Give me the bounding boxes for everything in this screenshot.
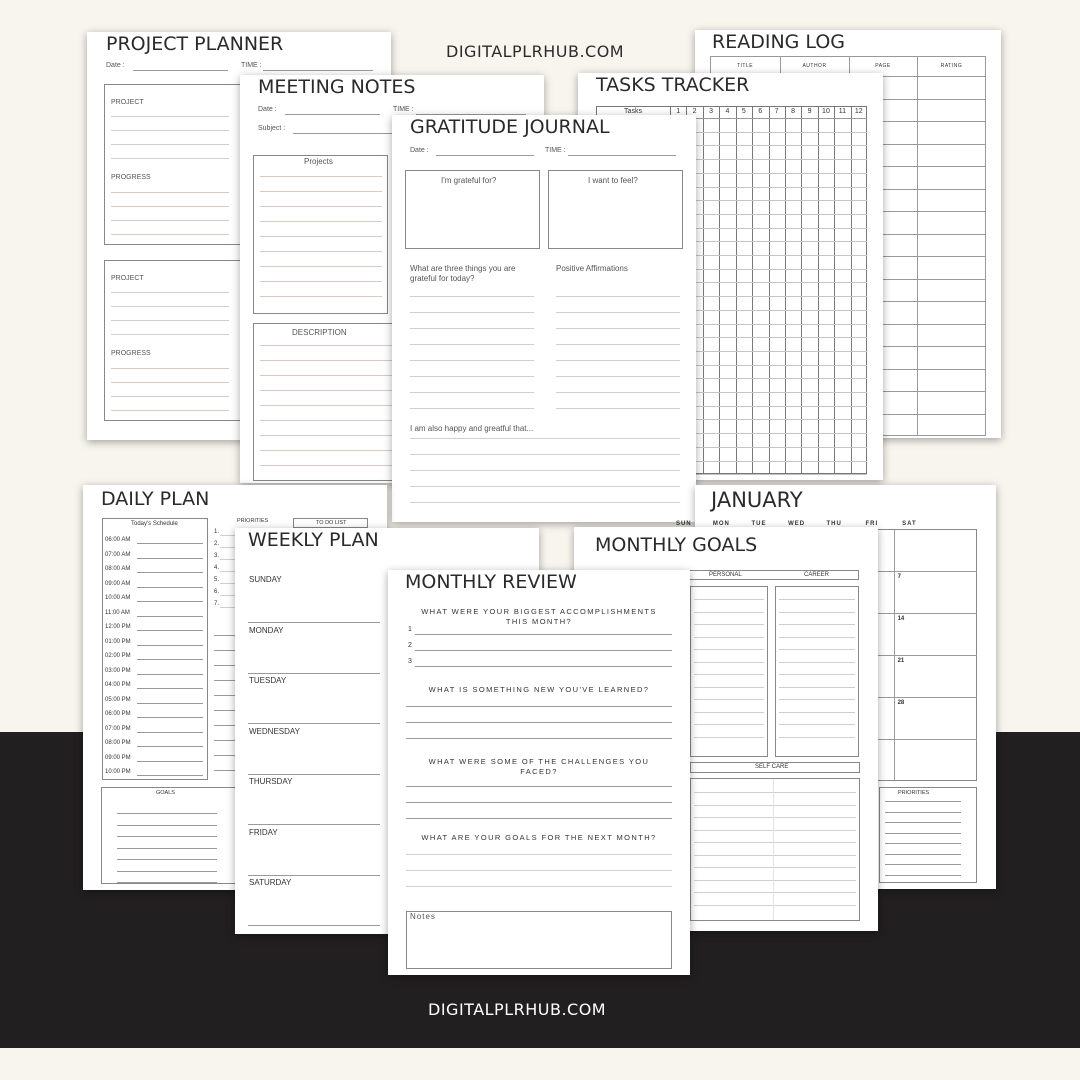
- ruled-line: [406, 818, 672, 819]
- schedule-time: 02:00 PM: [105, 653, 131, 659]
- ruled-line: [117, 848, 217, 849]
- ruled-line: [885, 843, 961, 844]
- day-column-header: 4: [725, 108, 730, 115]
- page-title: JANUARY: [711, 488, 803, 512]
- ruled-line: [111, 206, 229, 207]
- ruled-line: [779, 612, 855, 613]
- ruled-line: [779, 637, 855, 638]
- day-column-header: 12: [854, 108, 863, 115]
- projects-box: [253, 155, 388, 314]
- ruled-line: [556, 360, 680, 361]
- self-care-label: SELF CARE: [755, 764, 789, 770]
- ruled-line: [117, 871, 217, 872]
- ruled-line: [885, 875, 961, 876]
- weekday-label: FRIDAY: [249, 827, 278, 837]
- ruled-line: [410, 470, 680, 471]
- column-header: RATING: [940, 63, 963, 69]
- column-header: AUTHOR: [802, 63, 827, 69]
- time-line: [263, 70, 373, 71]
- schedule-time: 01:00 PM: [105, 638, 131, 645]
- page-title: READING LOG: [712, 31, 845, 53]
- ruled-line: [111, 130, 229, 131]
- ruled-line: [410, 296, 534, 297]
- ruled-line: [111, 292, 229, 293]
- weekday-header: TUE: [751, 521, 767, 527]
- ruled-line: [260, 251, 382, 252]
- schedule-line: [137, 543, 203, 544]
- ruled-line: [260, 345, 392, 346]
- ruled-line: [406, 802, 672, 803]
- ruled-line: [694, 612, 764, 613]
- priority-number: 3.: [214, 553, 220, 559]
- ruled-line: [406, 886, 672, 887]
- weekday-header: THU: [826, 521, 842, 527]
- schedule-time: 12:00 PM: [105, 624, 131, 630]
- ruled-line: [885, 822, 961, 823]
- schedule-line: [137, 732, 203, 733]
- calendar-date: 21: [897, 658, 905, 664]
- weekday-label: TUESDAY: [249, 676, 287, 685]
- date-label: Date :: [258, 106, 277, 113]
- ruled-line: [111, 334, 229, 335]
- ruled-line: [260, 375, 392, 376]
- schedule-line: [137, 601, 203, 602]
- schedule-time: 09:00 PM: [105, 754, 131, 761]
- ruled-line: [260, 405, 392, 406]
- progress-label: PROGRESS: [111, 350, 151, 357]
- answer-line: [415, 634, 672, 635]
- date-label: Date :: [106, 62, 125, 69]
- todo-label: TO DO LIST: [316, 520, 347, 526]
- notes-label: Notes: [410, 912, 436, 921]
- ruled-line: [410, 376, 534, 377]
- ruled-line: [111, 410, 229, 411]
- description-box: [253, 323, 403, 481]
- ruled-line: [117, 882, 217, 883]
- notes-box: [406, 911, 672, 969]
- ruled-line: [111, 306, 229, 307]
- ruled-line: [556, 312, 680, 313]
- ruled-line: [111, 320, 229, 321]
- weekday-label: THURSDAY: [249, 777, 293, 786]
- page-title: PROJECT PLANNER: [106, 33, 284, 55]
- time-line: [568, 155, 676, 156]
- schedule-line: [137, 688, 203, 689]
- schedule-time: 06:00 AM: [105, 537, 131, 543]
- ruled-line: [556, 408, 680, 409]
- list-number: 2: [408, 642, 412, 649]
- ruled-line: [779, 687, 855, 688]
- calendar-date: 28: [897, 700, 905, 706]
- weekday-line: [248, 925, 380, 926]
- ruled-line: [694, 880, 856, 881]
- ruled-line: [694, 817, 856, 818]
- ruled-line: [694, 792, 856, 793]
- ruled-line: [694, 855, 856, 856]
- weekday-header: MON: [712, 521, 730, 527]
- grateful-for-label: I'm grateful for?: [441, 176, 497, 185]
- ruled-line: [694, 649, 764, 650]
- schedule-line: [137, 659, 203, 660]
- day-column-header: 1: [676, 108, 681, 115]
- priority-number: 2.: [214, 541, 220, 547]
- ruled-line: [111, 220, 229, 221]
- ruled-line: [694, 624, 764, 625]
- priority-number: 6.: [214, 589, 220, 595]
- ruled-line: [556, 296, 680, 297]
- schedule-time: 08:00 PM: [105, 740, 131, 746]
- ruled-line: [260, 390, 392, 391]
- ruled-line: [556, 328, 680, 329]
- schedule-time: 10:00 PM: [105, 769, 131, 775]
- schedule-time: 07:00 PM: [105, 725, 131, 732]
- ruled-line: [694, 905, 856, 906]
- monthly-review-page: [388, 570, 690, 975]
- personal-label: PERSONAL: [709, 572, 742, 578]
- schedule-line: [137, 645, 203, 646]
- description-label: DESCRIPTION: [292, 328, 347, 337]
- ruled-line: [410, 360, 534, 361]
- ruled-line: [694, 830, 856, 831]
- ruled-line: [406, 854, 672, 855]
- schedule-line: [137, 616, 203, 617]
- ruled-line: [117, 859, 217, 860]
- question-learned: WHAT IS SOMETHING NEW YOU'VE LEARNED?: [428, 685, 650, 694]
- schedule-line: [137, 558, 203, 559]
- ruled-line: [111, 158, 229, 159]
- ruled-line: [779, 649, 855, 650]
- ruled-line: [694, 805, 856, 806]
- ruled-line: [885, 812, 961, 813]
- table-column-divider: [917, 56, 918, 436]
- schedule-time: 06:00 PM: [105, 711, 131, 717]
- page-title: TASKS TRACKER: [596, 74, 750, 96]
- schedule-line: [137, 630, 203, 631]
- schedule-label: Today's Schedule: [131, 521, 178, 527]
- progress-label: PROGRESS: [111, 174, 151, 181]
- weekday-header: FRI: [865, 521, 879, 527]
- ruled-line: [410, 438, 680, 439]
- ruled-line: [779, 624, 855, 625]
- weekday-label: MONDAY: [249, 625, 284, 635]
- ruled-line: [885, 833, 961, 834]
- ruled-line: [694, 599, 764, 600]
- ruled-line: [406, 870, 672, 871]
- brand-top: DIGITALPLRHUB.COM: [446, 42, 625, 61]
- priority-number: 4.: [214, 565, 220, 571]
- ruled-line: [111, 234, 229, 235]
- ruled-line: [694, 674, 764, 675]
- ruled-line: [694, 662, 764, 663]
- ruled-line: [260, 450, 392, 451]
- ruled-line: [779, 724, 855, 725]
- projects-label: Projects: [304, 157, 333, 166]
- schedule-time: 08:00 AM: [105, 566, 131, 572]
- schedule-time: 07:00 AM: [105, 551, 131, 558]
- ruled-line: [556, 344, 680, 345]
- ruled-line: [779, 599, 855, 600]
- column-header: PAGE: [875, 63, 891, 69]
- weekday-label: SATURDAY: [249, 878, 292, 887]
- ruled-line: [260, 360, 392, 361]
- ruled-line: [406, 786, 672, 787]
- goals-label: GOALS: [156, 790, 175, 796]
- affirmations-prompt: Positive Affirmations: [556, 264, 628, 273]
- weekday-label: WEDNESDAY: [249, 726, 300, 736]
- ruled-line: [410, 328, 534, 329]
- ruled-line: [556, 376, 680, 377]
- gratitude-journal-page: [392, 115, 696, 522]
- schedule-line: [137, 717, 203, 718]
- ruled-line: [410, 344, 534, 345]
- ruled-line: [410, 408, 534, 409]
- date-line: [133, 70, 228, 71]
- ruled-line: [260, 266, 382, 267]
- schedule-time: 09:00 AM: [105, 580, 131, 587]
- schedule-line: [137, 587, 203, 588]
- question-challenges: WHAT WERE SOME OF THE CHALLENGES YOU FACED?: [428, 757, 650, 776]
- ruled-line: [694, 737, 764, 738]
- time-label: TIME :: [393, 106, 414, 113]
- ruled-line: [260, 281, 382, 282]
- ruled-line: [694, 724, 764, 725]
- schedule-time: 05:00 PM: [105, 696, 131, 703]
- ruled-line: [111, 116, 229, 117]
- day-column-header: 11: [838, 108, 846, 115]
- page-title: MEETING NOTES: [258, 76, 416, 98]
- page-title: DAILY PLAN: [101, 488, 210, 510]
- brand-bottom: DIGITALPLRHUB.COM: [428, 1000, 607, 1019]
- ruled-line: [260, 435, 392, 436]
- day-column-header: 6: [758, 108, 763, 115]
- ruled-line: [111, 368, 229, 369]
- answer-line: [415, 666, 672, 667]
- schedule-line: [137, 572, 203, 573]
- ruled-line: [260, 296, 382, 297]
- time-label: TIME :: [241, 62, 262, 69]
- project-label: PROJECT: [111, 99, 144, 106]
- ruled-line: [406, 706, 672, 707]
- tasks-column-header: Tasks: [624, 108, 642, 115]
- priority-number: 7.: [214, 601, 220, 607]
- weekday-line: [248, 673, 380, 674]
- ruled-line: [260, 191, 382, 192]
- priorities-label: PRIORITIES: [898, 790, 930, 796]
- time-label: TIME :: [545, 147, 566, 154]
- also-happy-prompt: I am also happy and greatful that...: [410, 424, 534, 433]
- answer-line: [415, 650, 672, 651]
- page-title: MONTHLY GOALS: [595, 534, 758, 556]
- ruled-line: [779, 712, 855, 713]
- ruled-line: [779, 674, 855, 675]
- ruled-line: [410, 502, 680, 503]
- weekday-header: SAT: [902, 521, 917, 527]
- schedule-time: 04:00 PM: [105, 682, 131, 688]
- ruled-line: [885, 801, 961, 802]
- ruled-line: [694, 867, 856, 868]
- page-title: MONTHLY REVIEW: [405, 571, 577, 593]
- day-column-header: 10: [822, 108, 830, 115]
- ruled-line: [117, 825, 217, 826]
- ruled-line: [694, 712, 764, 713]
- ruled-line: [779, 699, 855, 700]
- ruled-line: [260, 465, 392, 466]
- ruled-line: [779, 737, 855, 738]
- schedule-time: 03:00 PM: [105, 667, 131, 674]
- career-label: CAREER: [804, 572, 830, 578]
- ruled-line: [694, 699, 764, 700]
- question-next-goals: WHAT ARE YOUR GOALS FOR THE NEXT MONTH?: [421, 833, 657, 842]
- day-column-header: 7: [774, 108, 779, 115]
- ruled-line: [260, 420, 392, 421]
- calendar-date: 14: [897, 616, 905, 622]
- ruled-line: [260, 206, 382, 207]
- ruled-line: [117, 836, 217, 837]
- column-header: TITLE: [736, 63, 754, 69]
- ruled-line: [410, 454, 680, 455]
- schedule-line: [137, 746, 203, 747]
- ruled-line: [694, 637, 764, 638]
- ruled-line: [779, 662, 855, 663]
- date-label: Date :: [410, 147, 429, 154]
- ruled-line: [111, 382, 229, 383]
- list-number: 1: [408, 626, 412, 633]
- schedule-line: [137, 674, 203, 675]
- weekday-header: WED: [788, 521, 806, 527]
- day-column-header: 9: [807, 108, 812, 115]
- weekday-line: [248, 774, 380, 775]
- calendar-date: 7: [897, 574, 901, 580]
- want-to-feel-label: I want to feel?: [588, 176, 638, 185]
- priority-number: 5.: [214, 577, 220, 583]
- day-column-header: 3: [709, 108, 713, 115]
- day-column-header: 8: [791, 108, 796, 115]
- ruled-line: [406, 722, 672, 723]
- date-line: [285, 114, 380, 115]
- schedule-line: [137, 775, 203, 776]
- page-title: GRATITUDE JOURNAL: [410, 116, 610, 138]
- ruled-line: [694, 687, 764, 688]
- ruled-line: [406, 738, 672, 739]
- ruled-line: [111, 396, 229, 397]
- ruled-line: [410, 312, 534, 313]
- ruled-line: [111, 144, 229, 145]
- ruled-line: [117, 813, 217, 814]
- ruled-line: [410, 486, 680, 487]
- schedule-time: 10:00 AM: [105, 595, 131, 601]
- priority-number: 1.: [214, 529, 220, 535]
- question-accomplishments: WHAT WERE YOUR BIGGEST ACCOMPLISHMENTS THIS MONTH?: [421, 607, 657, 626]
- list-number: 3: [408, 658, 412, 665]
- day-column-header: 5: [741, 108, 746, 115]
- ruled-line: [556, 392, 680, 393]
- ruled-line: [885, 854, 961, 855]
- weekday-line: [248, 824, 380, 825]
- ruled-line: [694, 842, 856, 843]
- date-line: [436, 155, 534, 156]
- project-label: PROJECT: [111, 275, 144, 282]
- weekday-header: SUN: [675, 521, 692, 527]
- ruled-line: [885, 864, 961, 865]
- self-care-box: [690, 778, 860, 921]
- page-title: WEEKLY PLAN: [248, 529, 379, 551]
- schedule-line: [137, 761, 203, 762]
- priorities-label: PRIORITIES: [237, 518, 269, 524]
- ruled-line: [260, 176, 382, 177]
- subject-label: Subject :: [258, 125, 286, 132]
- weekday-label: SUNDAY: [249, 575, 282, 584]
- calendar-column-line: [894, 529, 895, 781]
- ruled-line: [410, 392, 534, 393]
- ruled-line: [111, 192, 229, 193]
- day-column-header: 2: [692, 108, 697, 115]
- three-things-prompt: What are three things you are grateful for today?: [410, 264, 516, 283]
- ruled-line: [260, 236, 382, 237]
- self-care-divider: [773, 779, 774, 920]
- ruled-line: [260, 221, 382, 222]
- schedule-time: 11:00 AM: [105, 609, 130, 616]
- weekday-line: [248, 875, 380, 876]
- schedule-line: [137, 703, 203, 704]
- weekday-line: [248, 723, 380, 724]
- weekday-line: [248, 622, 380, 623]
- ruled-line: [694, 892, 856, 893]
